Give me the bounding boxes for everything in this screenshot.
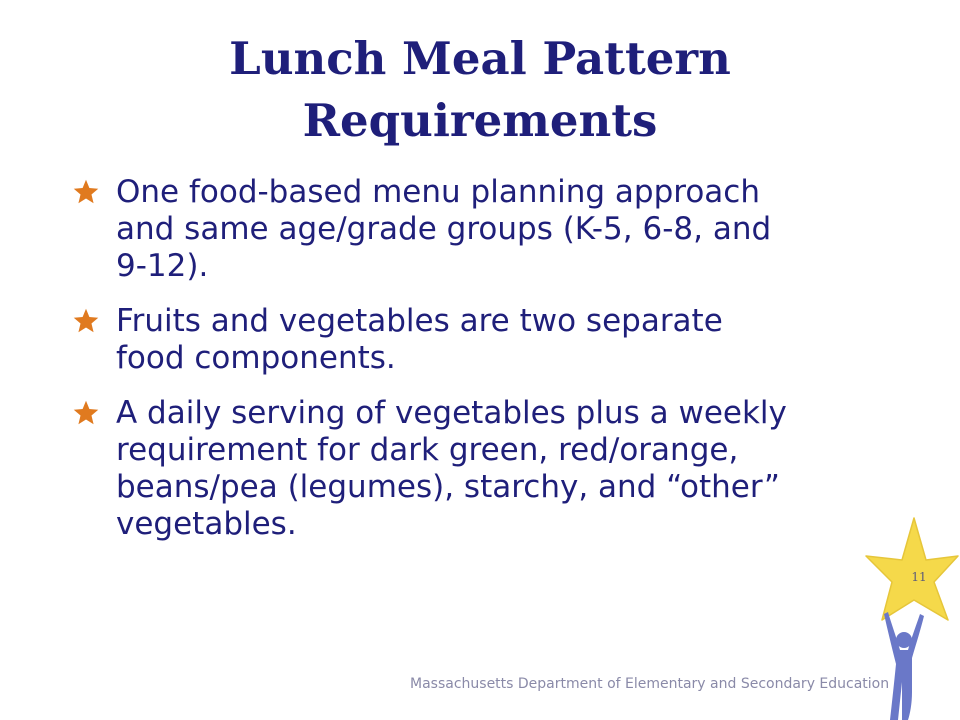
bullet-item-3 xyxy=(72,395,882,543)
bullet-item-2 xyxy=(72,303,882,377)
bullet-3-line-4: vegetables. xyxy=(116,506,297,542)
footer-text: Massachusetts Department of Elementary and Secondary Education xyxy=(410,676,890,692)
slide-title-line-1: Lunch Meal Pattern xyxy=(229,32,731,85)
bullet-1-line-2: and same age/grade groups (K-5, 6-8, and xyxy=(116,211,772,247)
bullet-2-line-1: Fruits and vegetables are two separate xyxy=(116,303,723,339)
bullet-3-line-1: A daily serving of vegetables plus a weekly xyxy=(116,395,787,431)
bullet-1-line-3: 9-12). xyxy=(116,248,209,284)
slide-title-line-2: Requirements xyxy=(302,94,658,147)
star-bullet-icon xyxy=(72,178,100,206)
slide-title xyxy=(80,28,880,152)
bullet-2-line-2: food components. xyxy=(116,340,396,376)
bullet-list xyxy=(72,174,882,561)
bullet-item-1 xyxy=(72,174,882,285)
bullet-1-line-1: One food-based menu planning approach xyxy=(116,174,760,210)
star-bullet-icon xyxy=(72,307,100,335)
bullet-3-line-2: requirement for dark green, red/orange, xyxy=(116,432,739,468)
star-bullet-icon xyxy=(72,399,100,427)
bullet-3-line-3: beans/pea (legumes), starchy, and “other” xyxy=(116,469,780,505)
slide-number: 11 xyxy=(911,570,927,584)
